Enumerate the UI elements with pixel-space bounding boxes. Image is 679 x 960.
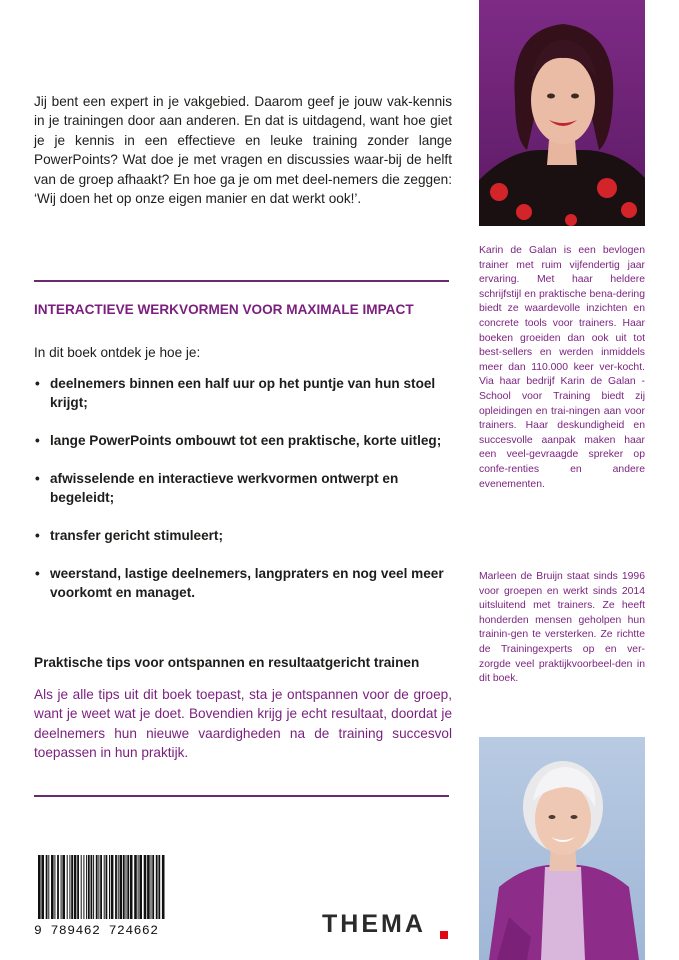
section-lead: In dit boek ontdek je hoe je: — [34, 345, 201, 360]
barcode-bar — [61, 855, 62, 919]
benefit-item: • afwisselende en interactieve werkvormen ontwerpt en begeleidt; — [34, 469, 454, 507]
barcode-bar — [69, 855, 70, 919]
barcode-bar — [111, 855, 114, 919]
barcode-bar — [134, 855, 137, 919]
barcode-bar — [139, 855, 142, 919]
benefit-list — [34, 374, 454, 621]
barcode-bar — [118, 855, 119, 919]
barcode-bar — [91, 855, 93, 919]
barcode-bar — [156, 855, 158, 919]
barcode-bar — [51, 855, 54, 919]
barcode-bar — [152, 855, 154, 919]
barcode-bar — [147, 855, 150, 919]
divider-top — [34, 280, 449, 282]
barcode-bar — [46, 855, 48, 919]
section-heading: INTERACTIEVE WERKVORMEN VOOR MAXIMALE IMPACT — [34, 302, 414, 317]
barcode-bar — [115, 855, 117, 919]
benefit-item: • weerstand, lastige deelnemers, langpraters en nog veel meer voorkomt en managet. — [34, 564, 454, 602]
barcode-bar — [138, 855, 139, 919]
barcode-bar — [86, 855, 87, 919]
barcode-bar — [96, 855, 98, 919]
barcode-bar — [127, 855, 129, 919]
barcode-bar — [123, 855, 125, 919]
barcode-bar — [41, 855, 44, 919]
bio-marleen: Marleen de Bruijn staat sinds 1996 voor groepen en werkt sinds 2014 uitsluitend met trainers. Ze heeft honderden mensen geholpen hun trainin-gen te versterken. Ze richtte de Trainingexperts op en ver-zorgde veel praktijkvoorbeel-den in dit boek. — [479, 571, 645, 685]
barcode-bar — [38, 855, 41, 919]
barcode-bar — [158, 855, 160, 919]
barcode-bar — [93, 855, 94, 919]
barcode-bar — [83, 855, 84, 919]
barcode-bar — [104, 855, 105, 919]
barcode-bar — [98, 855, 99, 919]
barcode-bar — [77, 855, 79, 919]
benefit-item: • lange PowerPoints ombouwt tot een praktische, korte uitleg; — [34, 431, 454, 450]
barcode-bar — [62, 855, 65, 919]
tips-paragraph: Als je alle tips uit dit boek toepast, sta je ontspannen voor de groep, want je weet wat je doet. Bovendien krijg je echt resultaat, doordat je deelnemers hun nieuwe vaardigheden na de training succesvol toepassen in hun praktijk. — [34, 687, 452, 761]
barcode-bar — [88, 855, 90, 919]
barcode-bar — [126, 855, 127, 919]
intro-paragraph: Jij bent een expert in je vakgebied. Daarom geef je jouw vak-kennis in je trainingen door aan anderen. En dat is uitdagend, want hoe giet je je kennis in een effectieve en leuke training zonder lange PowerPoints? Wat doe je met vragen en discussies waar-bij de helft van de groep afhaakt? En hoe ga je om met deel-nemers die zeggen: ‘Wij doen het op onze eigen manier en dat werkt ook!’. — [34, 94, 452, 207]
barcode-bar — [71, 855, 73, 919]
barcode-bar — [130, 855, 133, 919]
barcode-number: 9 789462 724662 — [34, 920, 167, 942]
benefit-item: • transfer gericht stimuleert; — [34, 526, 454, 545]
benefit-item: • deelnemers binnen een half uur op het puntje van hun stoel krijgt; — [34, 374, 454, 412]
author-photo-marleen — [479, 737, 645, 960]
author-photo-karin — [479, 0, 645, 226]
barcode-bar — [106, 855, 108, 919]
barcode-bar — [81, 855, 82, 919]
barcode-bar — [120, 855, 123, 919]
barcode-bar — [100, 855, 102, 919]
barcode-bar — [74, 855, 77, 919]
barcode-bar — [144, 855, 147, 919]
barcode-bar — [67, 855, 68, 919]
barcode-bar — [109, 855, 110, 919]
barcode-bar — [57, 855, 59, 919]
barcode-bar — [48, 855, 49, 919]
tips-heading: Praktische tips voor ontspannen en resultaatgericht trainen — [34, 655, 420, 670]
logo-dot — [440, 931, 448, 939]
bio-karin: Karin de Galan is een bevlogen trainer met ruim vijfendertig jaar ervaring. Met haar heldere schrijfstijl en praktische bena-dering biedt ze waardevolle inzichten en concrete tools voor trainers. Haar boeken groeiden dan ook uit tot best-sellers en werden inmiddels meer dan 110.000 keer ver-kocht. Via haar bedrijf Karin de Galan - School voor Training biedt zij opleidingen en trai-ningen aan voor trainers. Haar deskundigheid en succesvolle aanpak maken haar een veel-gevraagde spreker op confe-renties en andere evenementen. — [479, 245, 645, 490]
barcode-bar — [162, 855, 165, 919]
publisher-logo: THEMA — [322, 910, 426, 938]
barcode-bar — [151, 855, 152, 919]
divider-bottom — [34, 795, 449, 797]
barcode-bar — [54, 855, 55, 919]
